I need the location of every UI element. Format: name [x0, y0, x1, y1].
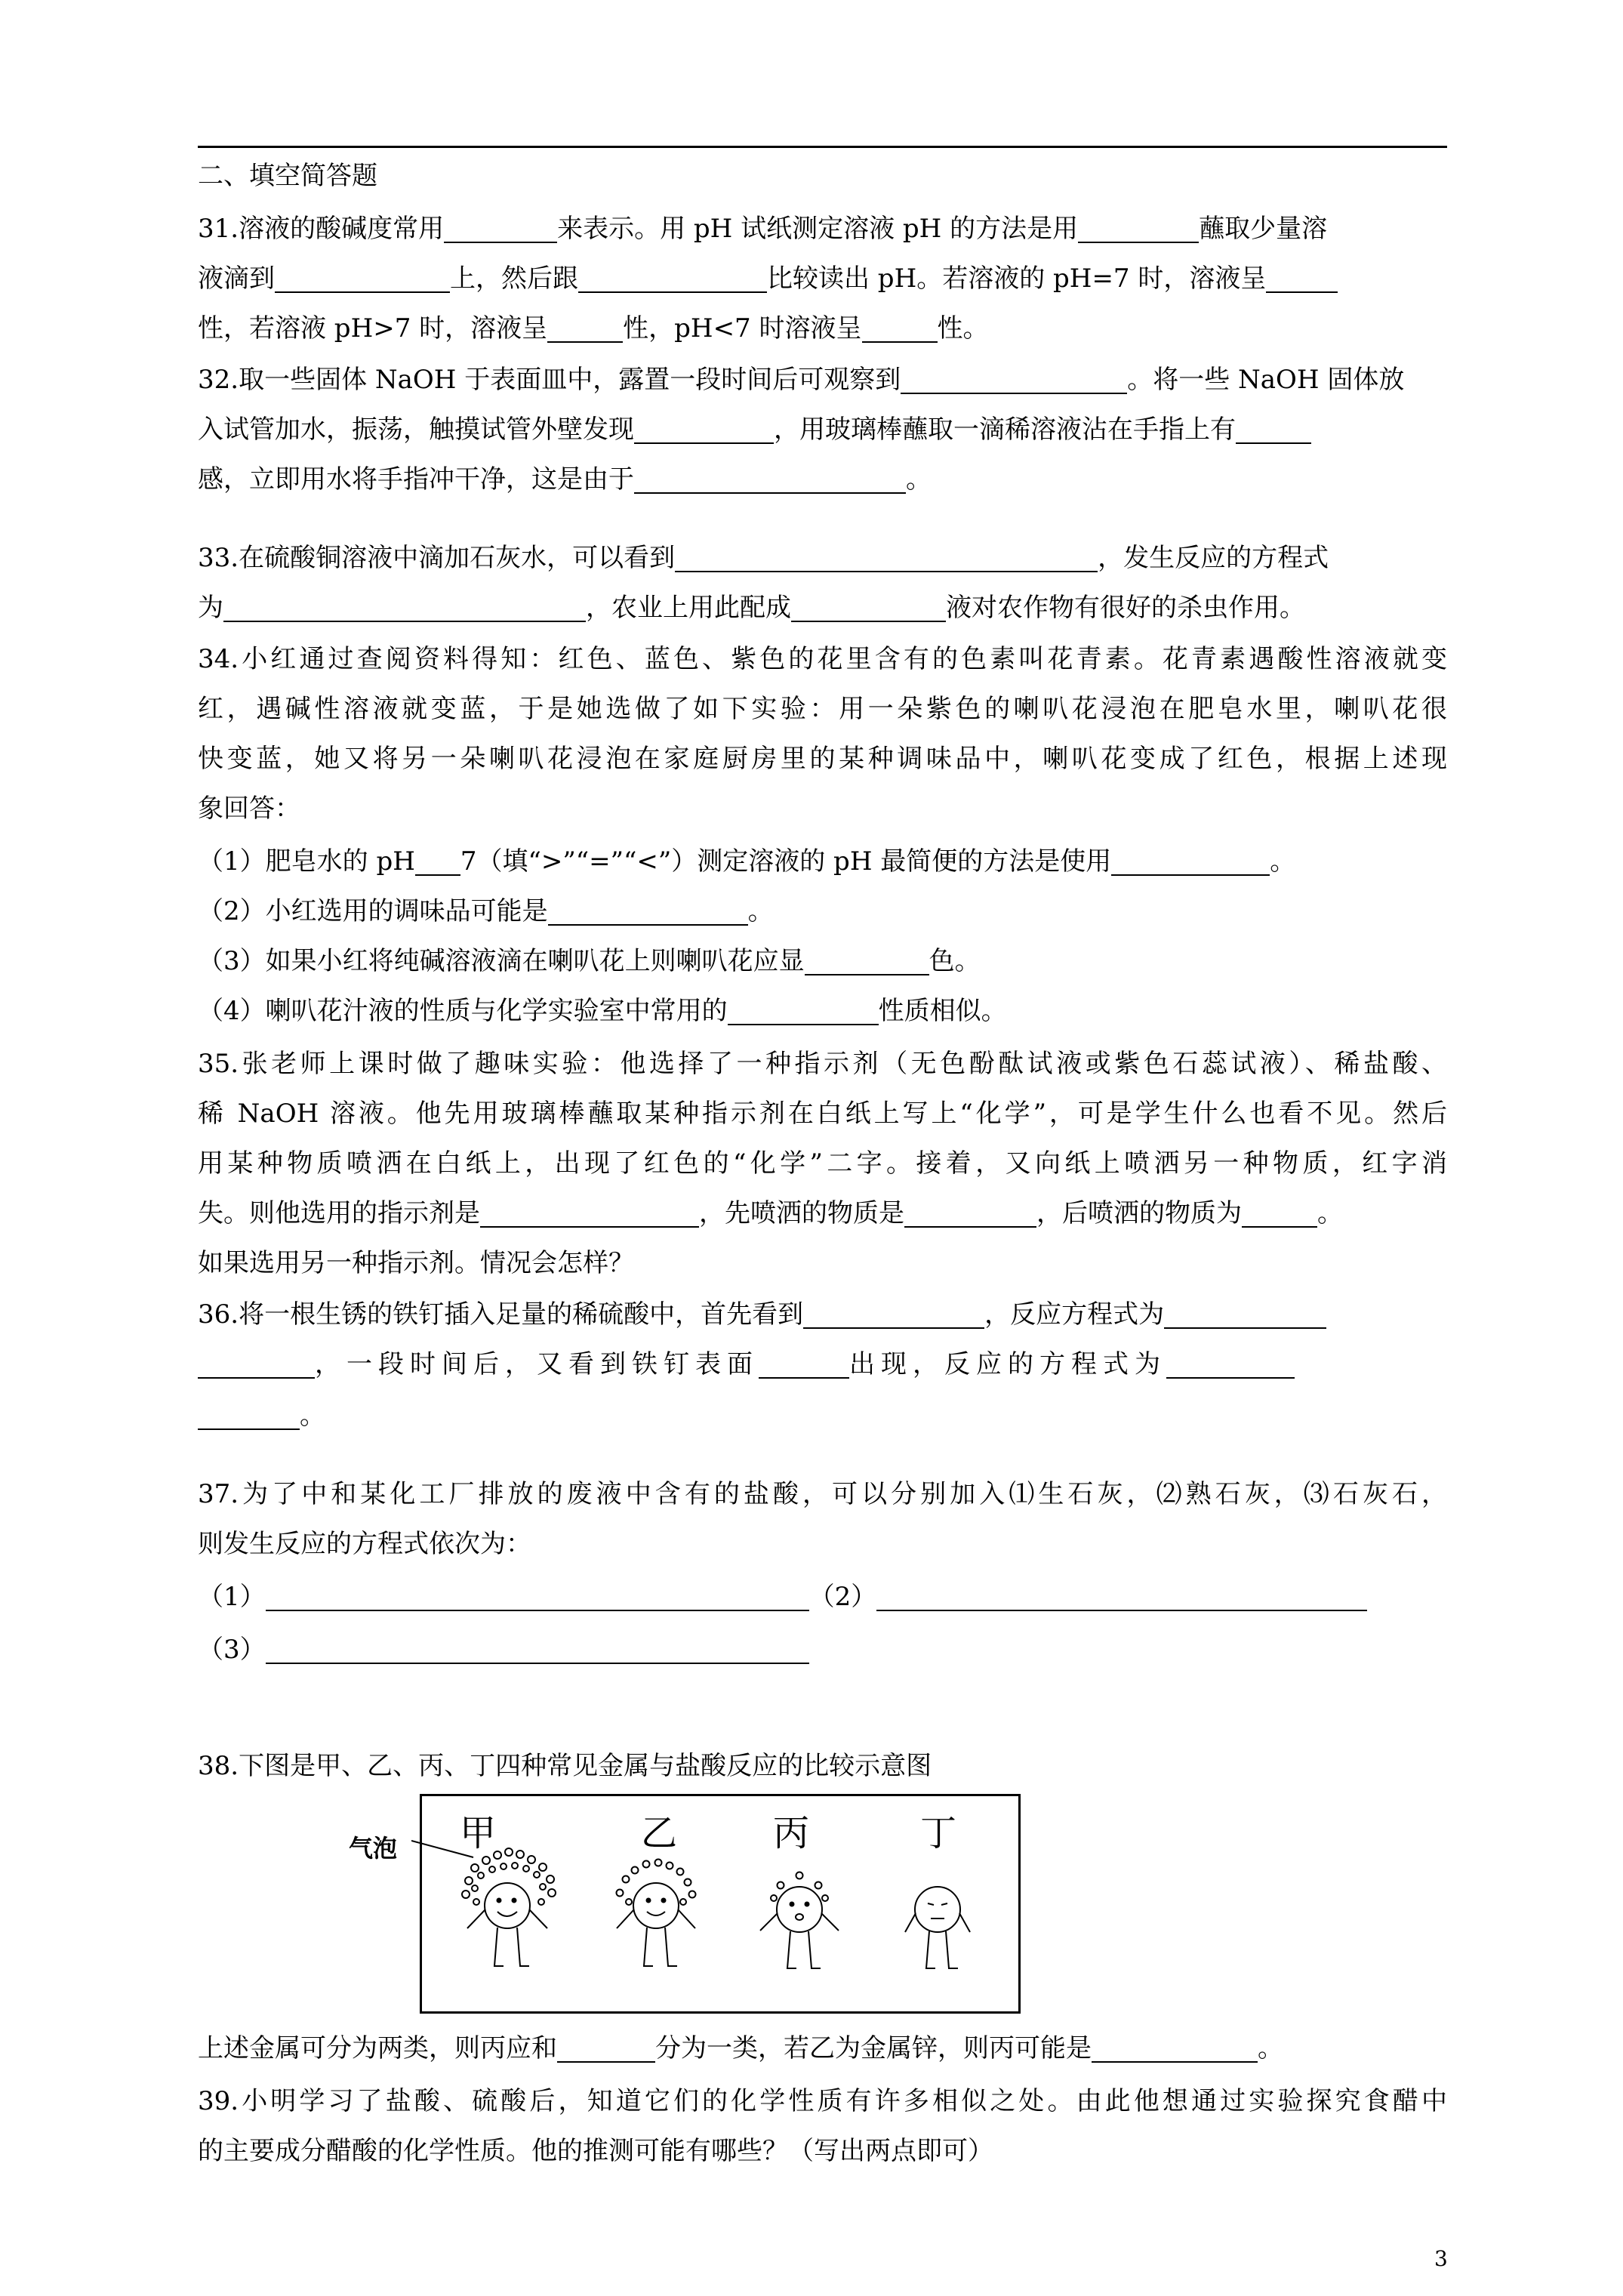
figure-label-jia: 甲: [460, 1812, 497, 1854]
answer-blank[interactable]: [675, 538, 1098, 572]
answer-blank[interactable]: [791, 587, 946, 622]
q39-line2: 的主要成分醋酸的化学性质。他的推测可能有哪些？（写出两点即可）: [198, 2136, 993, 2166]
answer-blank[interactable]: [634, 409, 774, 444]
answer-blank[interactable]: [198, 1344, 315, 1379]
answer-blank[interactable]: [904, 1193, 1036, 1228]
q34-sub1: （1）肥皂水的 pH 7（填“>”“=”“<”）测定溶液的 pH 最简便的方法是使用 。: [198, 837, 1447, 886]
q32-line2: 入试管加水，振荡，触摸试管外壁发现 ，用玻璃棒蘸取一滴稀溶液沾在手指上有: [198, 405, 1447, 455]
q36-line3: 。: [198, 1391, 1447, 1441]
figure-label-yi: 乙: [641, 1812, 678, 1854]
q31-line1: 31.溶液的酸碱度常用 来表示。用 pH 试纸测定溶液 pH 的方法是用 蘸取少量溶: [198, 204, 1447, 254]
answer-blank[interactable]: [1078, 208, 1199, 243]
q31-line2: 液滴到 上，然后跟 比较读出 pH。若溶液的 pH=7 时，溶液呈: [198, 254, 1447, 304]
figure-label-ding: 丁: [920, 1812, 957, 1854]
metal-ding-figure: [905, 1887, 970, 1968]
q35-line1: 35.张老师上课时做了趣味实验：他选择了一种指示剂（无色酚酞试液或紫色石蕊试液）、稀盐酸、: [198, 1049, 1447, 1079]
answer-blank[interactable]: [198, 1395, 300, 1430]
answer-blank[interactable]: [862, 308, 938, 343]
q36-line2: ，一段时间后，又看到铁钉表面 出现，反应的方程式为: [198, 1339, 1447, 1389]
q34-line2: 红，遇碱性溶液就变蓝，于是她选做了如下实验：用一朵紫色的喇叭花浸泡在肥皂水里，喇叭花很: [198, 694, 1447, 724]
q34-line4: 象回答：: [198, 794, 300, 824]
answer-blank[interactable]: [728, 991, 879, 1025]
q39-line1: 39.小明学习了盐酸、硫酸后，知道它们的化学性质有许多相似之处。由此他想通过实验探究食醋中: [198, 2086, 1447, 2116]
answer-blank[interactable]: [557, 2028, 655, 2063]
answer-blank[interactable]: [415, 841, 460, 876]
answer-blank[interactable]: [805, 941, 929, 975]
q32-line3: 感，立即用水将手指冲干净，这是由于 。: [198, 455, 1447, 504]
q37-line2: 则发生反应的方程式依次为：: [198, 1529, 531, 1559]
answer-blank[interactable]: [547, 308, 623, 343]
answer-blank[interactable]: [1164, 1294, 1326, 1329]
metal-yi-figure: [617, 1860, 696, 1967]
q34-sub3: （3）如果小红将纯碱溶液滴在喇叭花上则喇叭花应显 色。: [198, 936, 1447, 986]
answer-blank[interactable]: [1236, 409, 1311, 444]
q38-line2: 上述金属可分为两类，则丙应和 分为一类，若乙为金属锌，则丙可能是 。: [198, 2023, 1447, 2073]
answer-blank[interactable]: [759, 1344, 849, 1379]
q32-line1: 32.取一些固体 NaOH 于表面皿中，露置一段时间后可观察到 。将一些 NaOH 固体放: [198, 355, 1447, 405]
q31-line3: 性，若溶液 pH>7 时，溶液呈 性，pH<7 时溶液呈 性。: [198, 304, 1447, 353]
q37-answers-row2: （3）: [198, 1625, 1447, 1675]
answer-blank[interactable]: [275, 258, 450, 293]
q37-answers-row1: （1） （2）: [198, 1572, 1447, 1622]
answer-blank[interactable]: [901, 359, 1127, 394]
metal-figures-drawing: [422, 1796, 1018, 2011]
q37-line1: 37.为了中和某化工厂排放的废液中含有的盐酸，可以分别加入⑴生石灰，⑵熟石灰，⑶石灰石，: [198, 1479, 1447, 1509]
q35-line2: 稀 NaOH 溶液。他先用玻璃棒蘸取某种指示剂在白纸上写上“化学”，可是学生什么也看不见。然后: [198, 1099, 1447, 1129]
answer-blank[interactable]: [548, 891, 748, 926]
answer-blank[interactable]: [634, 459, 906, 494]
answer-blank[interactable]: [1111, 841, 1270, 876]
answer-blank[interactable]: [1242, 1193, 1317, 1228]
q35-line5: 如果选用另一种指示剂。情况会怎样？: [198, 1248, 634, 1278]
figure-label-bing: 丙: [773, 1812, 810, 1854]
answer-blank[interactable]: [1266, 258, 1338, 293]
q35-line3: 用某种物质喷洒在白纸上，出现了红色的“化学”二字。接着，又向纸上喷洒另一种物质，红字消: [198, 1148, 1447, 1179]
answer-blank[interactable]: [803, 1294, 984, 1329]
q35-line4: 失。则他选用的指示剂是 ，先喷洒的物质是 ，后喷洒的物质为 。: [198, 1188, 1447, 1238]
answer-blank[interactable]: [876, 1576, 1367, 1611]
q34-line1: 34.小红通过查阅资料得知：红色、蓝色、紫色的花里含有的色素叫花青素。花青素遇酸性溶液就变: [198, 644, 1447, 674]
page-number: 3: [1434, 2246, 1448, 2271]
answer-blank[interactable]: [1092, 2028, 1258, 2063]
header-rule: [198, 146, 1447, 148]
q38-line1: 38.下图是甲、乙、丙、丁四种常见金属与盐酸反应的比较示意图: [198, 1751, 932, 1781]
answer-blank[interactable]: [266, 1629, 809, 1664]
metals-figure: [420, 1794, 1021, 2014]
q33-line1: 33.在硫酸铜溶液中滴加石灰水，可以看到 ，发生反应的方程式: [198, 533, 1447, 583]
section-title: 二、填空简答题: [198, 161, 377, 191]
answer-blank[interactable]: [444, 208, 557, 243]
answer-blank[interactable]: [266, 1576, 809, 1611]
answer-blank[interactable]: [578, 258, 767, 293]
metal-bing-figure: [760, 1872, 839, 1969]
q34-sub2: （2）小红选用的调味品可能是 。: [198, 886, 1447, 936]
answer-blank[interactable]: [480, 1193, 699, 1228]
answer-blank[interactable]: [223, 587, 586, 622]
answer-blank[interactable]: [1166, 1344, 1295, 1379]
q34-sub4: （4）喇叭花汁液的性质与化学实验室中常用的 性质相似。: [198, 986, 1447, 1036]
q33-line2: 为 ，农业上用此配成 液对农作物有很好的杀虫作用。: [198, 583, 1447, 633]
q34-line3: 快变蓝，她又将另一朵喇叭花浸泡在家庭厨房里的某种调味品中，喇叭花变成了红色，根据上述现: [198, 744, 1447, 774]
bubble-label: 气泡: [349, 1834, 398, 1863]
q36-line1: 36.将一根生锈的铁钉插入足量的稀硫酸中，首先看到 ，反应方程式为: [198, 1290, 1447, 1339]
metal-jia-figure: [462, 1848, 556, 1966]
